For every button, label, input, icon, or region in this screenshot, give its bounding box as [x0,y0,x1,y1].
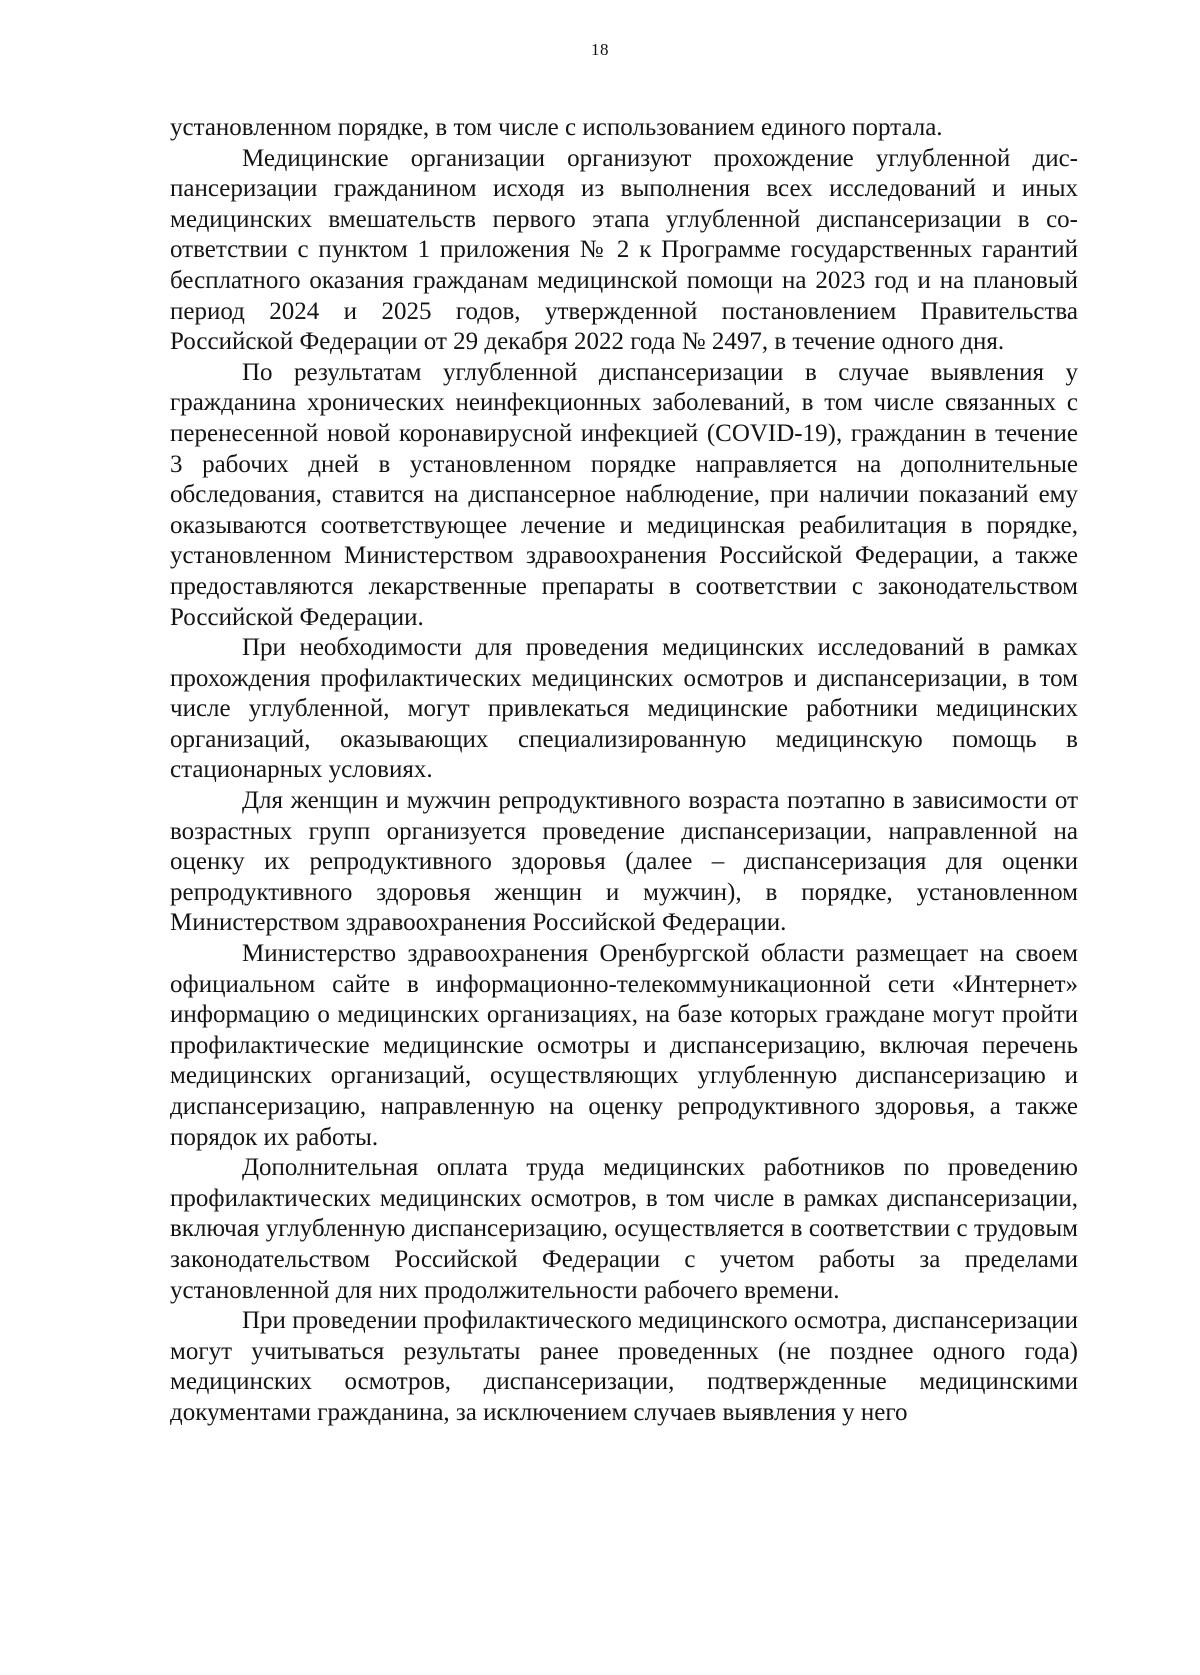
document-body [170,113,1078,1429]
paragraph: Для женщин и мужчин репродуктивного возраста поэтапно в зависимости от возрастных групп организуется проведение диспансеризации, направленной на оценку их репродуктивного здоровья (далее – диспансеризация для оценки репродуктивного здоровья женщин и мужчин), в порядке, установленном Министерством здравоохранения Российской Федерации. [170,787,1078,937]
paragraph: При проведении профилактического медицинского осмотра, диспансеризации могут учитываться результаты ранее проведенных (не позднее одного года) медицинских осмотров, диспансеризации, подтвержденные медицинскими документами гражданина, за исключением случаев выявления у него [170,1307,1078,1426]
paragraph: При необходимости для проведения медицинских исследований в рамках прохождения профилактических медицинских осмотров и диспансеризации, в том числе углубленной, могут привлекаться медицинские работники медицинских организаций, оказывающих специализированную медицинскую помощь в стационарных условиях. [170,634,1078,784]
paragraph: Дополнительная оплата труда медицинских работников по проведению профилактических медицинских осмотров, в том числе в рамках диспансеризации, включая углубленную диспансеризацию, осуществляется в соответствии с трудовым законодательством Российской Федерации с учетом работы за пределами установленной для них продолжительности рабочего времени. [170,1154,1078,1304]
paragraph: Медицинские организации организуют прохождение углубленной диспансеризации гражданином исходя из выполнения всех исследований и иных медицинских вмешательств первого этапа углубленной диспансеризации в соответствии с пунктом 1 приложения № 2 к Программе государственных гарантий бесплатного оказания гражданам медицинской помощи на 2023 год и на плановый период 2024 и 2025 годов, утвержденной постановлением Правительства Российской Федерации от 29 декабря 2022 года № 2497, в течение одного дня. [170,144,1078,356]
paragraph-continuation: установленном порядке, в том числе с использованием единого портала. [170,114,943,141]
paragraph: Министерство здравоохранения Оренбургской области размещает на своем официальном сайте в информационно-телекоммуникационной сети «Интернет» информацию о медицинских организациях, на базе которых граждане могут пройти профилактические медицинские осмотры и диспансеризацию, включая перечень медицинских организаций, осуществляющих углубленную диспансеризацию и диспансеризацию, направленную на оценку репродуктивного здоровья, а также порядок их работы. [170,940,1078,1151]
page-number: 18 [591,40,609,59]
paragraph: По результатам углубленной диспансеризации в случае выявления у гражданина хронических неинфекционных заболеваний, в том числе связанных с перенесенной новой коронавирусной инфекцией (COVID-19), гражданин в течение 3 рабочих дней в установленном порядке направляется на дополнительные обследования, ставится на диспансерное наблюдение, при наличии показаний ему оказываются соответствующее лечение и медицинская реабилитация в порядке, установленном Министерством здравоохранения Российской Федерации, а также предоставляются лекарственные препараты в соответствии с законодательством Российской Федерации. [170,358,1078,631]
